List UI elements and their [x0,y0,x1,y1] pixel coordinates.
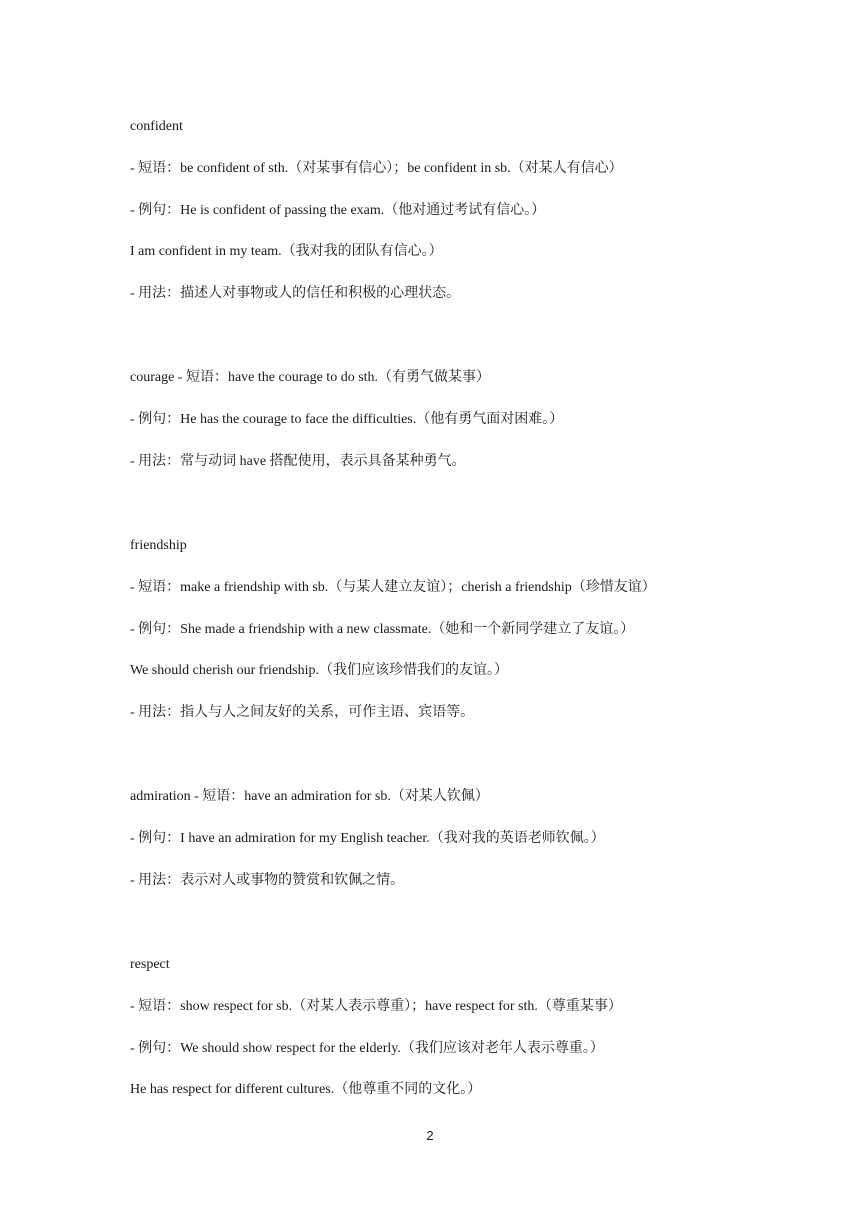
example-line-respect-2: He has respect for different cultures.（他尊重不同的文化。） [130,1082,482,1097]
page-number: 2 [426,1128,434,1143]
phrase-line-respect: - 短语：show respect for sb.（对某人表示尊重）；have respect for sth.（尊重某事） [130,999,622,1014]
entry-line-courage: courage - 短语：have the courage to do sth.（有勇气做某事） [130,370,491,385]
usage-line-courage: - 用法：常与动词 have 搭配使用，表示具备某种勇气。 [130,454,466,469]
example-line-confident-2: I am confident in my team.（我对我的团队有信心。） [130,244,443,259]
usage-line-confident: - 用法：描述人对事物或人的信任和积极的心理状态。 [130,286,461,301]
entry-headword-friendship: friendship [130,538,187,553]
example-line-respect: - 例句：We should show respect for the elderly.（我们应该对老年人表示尊重。） [130,1041,604,1056]
usage-line-admiration: - 用法：表示对人或事物的赞赏和钦佩之情。 [130,873,405,888]
example-line-friendship: - 例句：She made a friendship with a new classmate.（她和一个新同学建立了友谊。） [130,622,635,637]
usage-line-friendship: - 用法：指人与人之间友好的关系，可作主语、宾语等。 [130,705,475,720]
example-line-friendship-2: We should cherish our friendship.（我们应该珍惜我们的友谊。） [130,663,508,678]
entry-headword-confident: confident [130,119,183,134]
example-line-confident: - 例句：He is confident of passing the exam.（他对通过考试有信心。） [130,203,546,218]
phrase-line-friendship: - 短语：make a friendship with sb.（与某人建立友谊）；cherish a friendship（珍惜友谊） [130,580,656,595]
example-line-admiration: - 例句：I have an admiration for my English teacher.（我对我的英语老师钦佩。） [130,831,605,846]
example-line-courage: - 例句：He has the courage to face the difficulties.（他有勇气面对困难。） [130,412,564,427]
entry-headword-respect: respect [130,957,170,972]
entry-line-admiration: admiration - 短语：have an admiration for sb.（对某人钦佩） [130,789,489,804]
phrase-line-confident: - 短语：be confident of sth.（对某事有信心）；be confident in sb.（对某人有信心） [130,161,623,176]
